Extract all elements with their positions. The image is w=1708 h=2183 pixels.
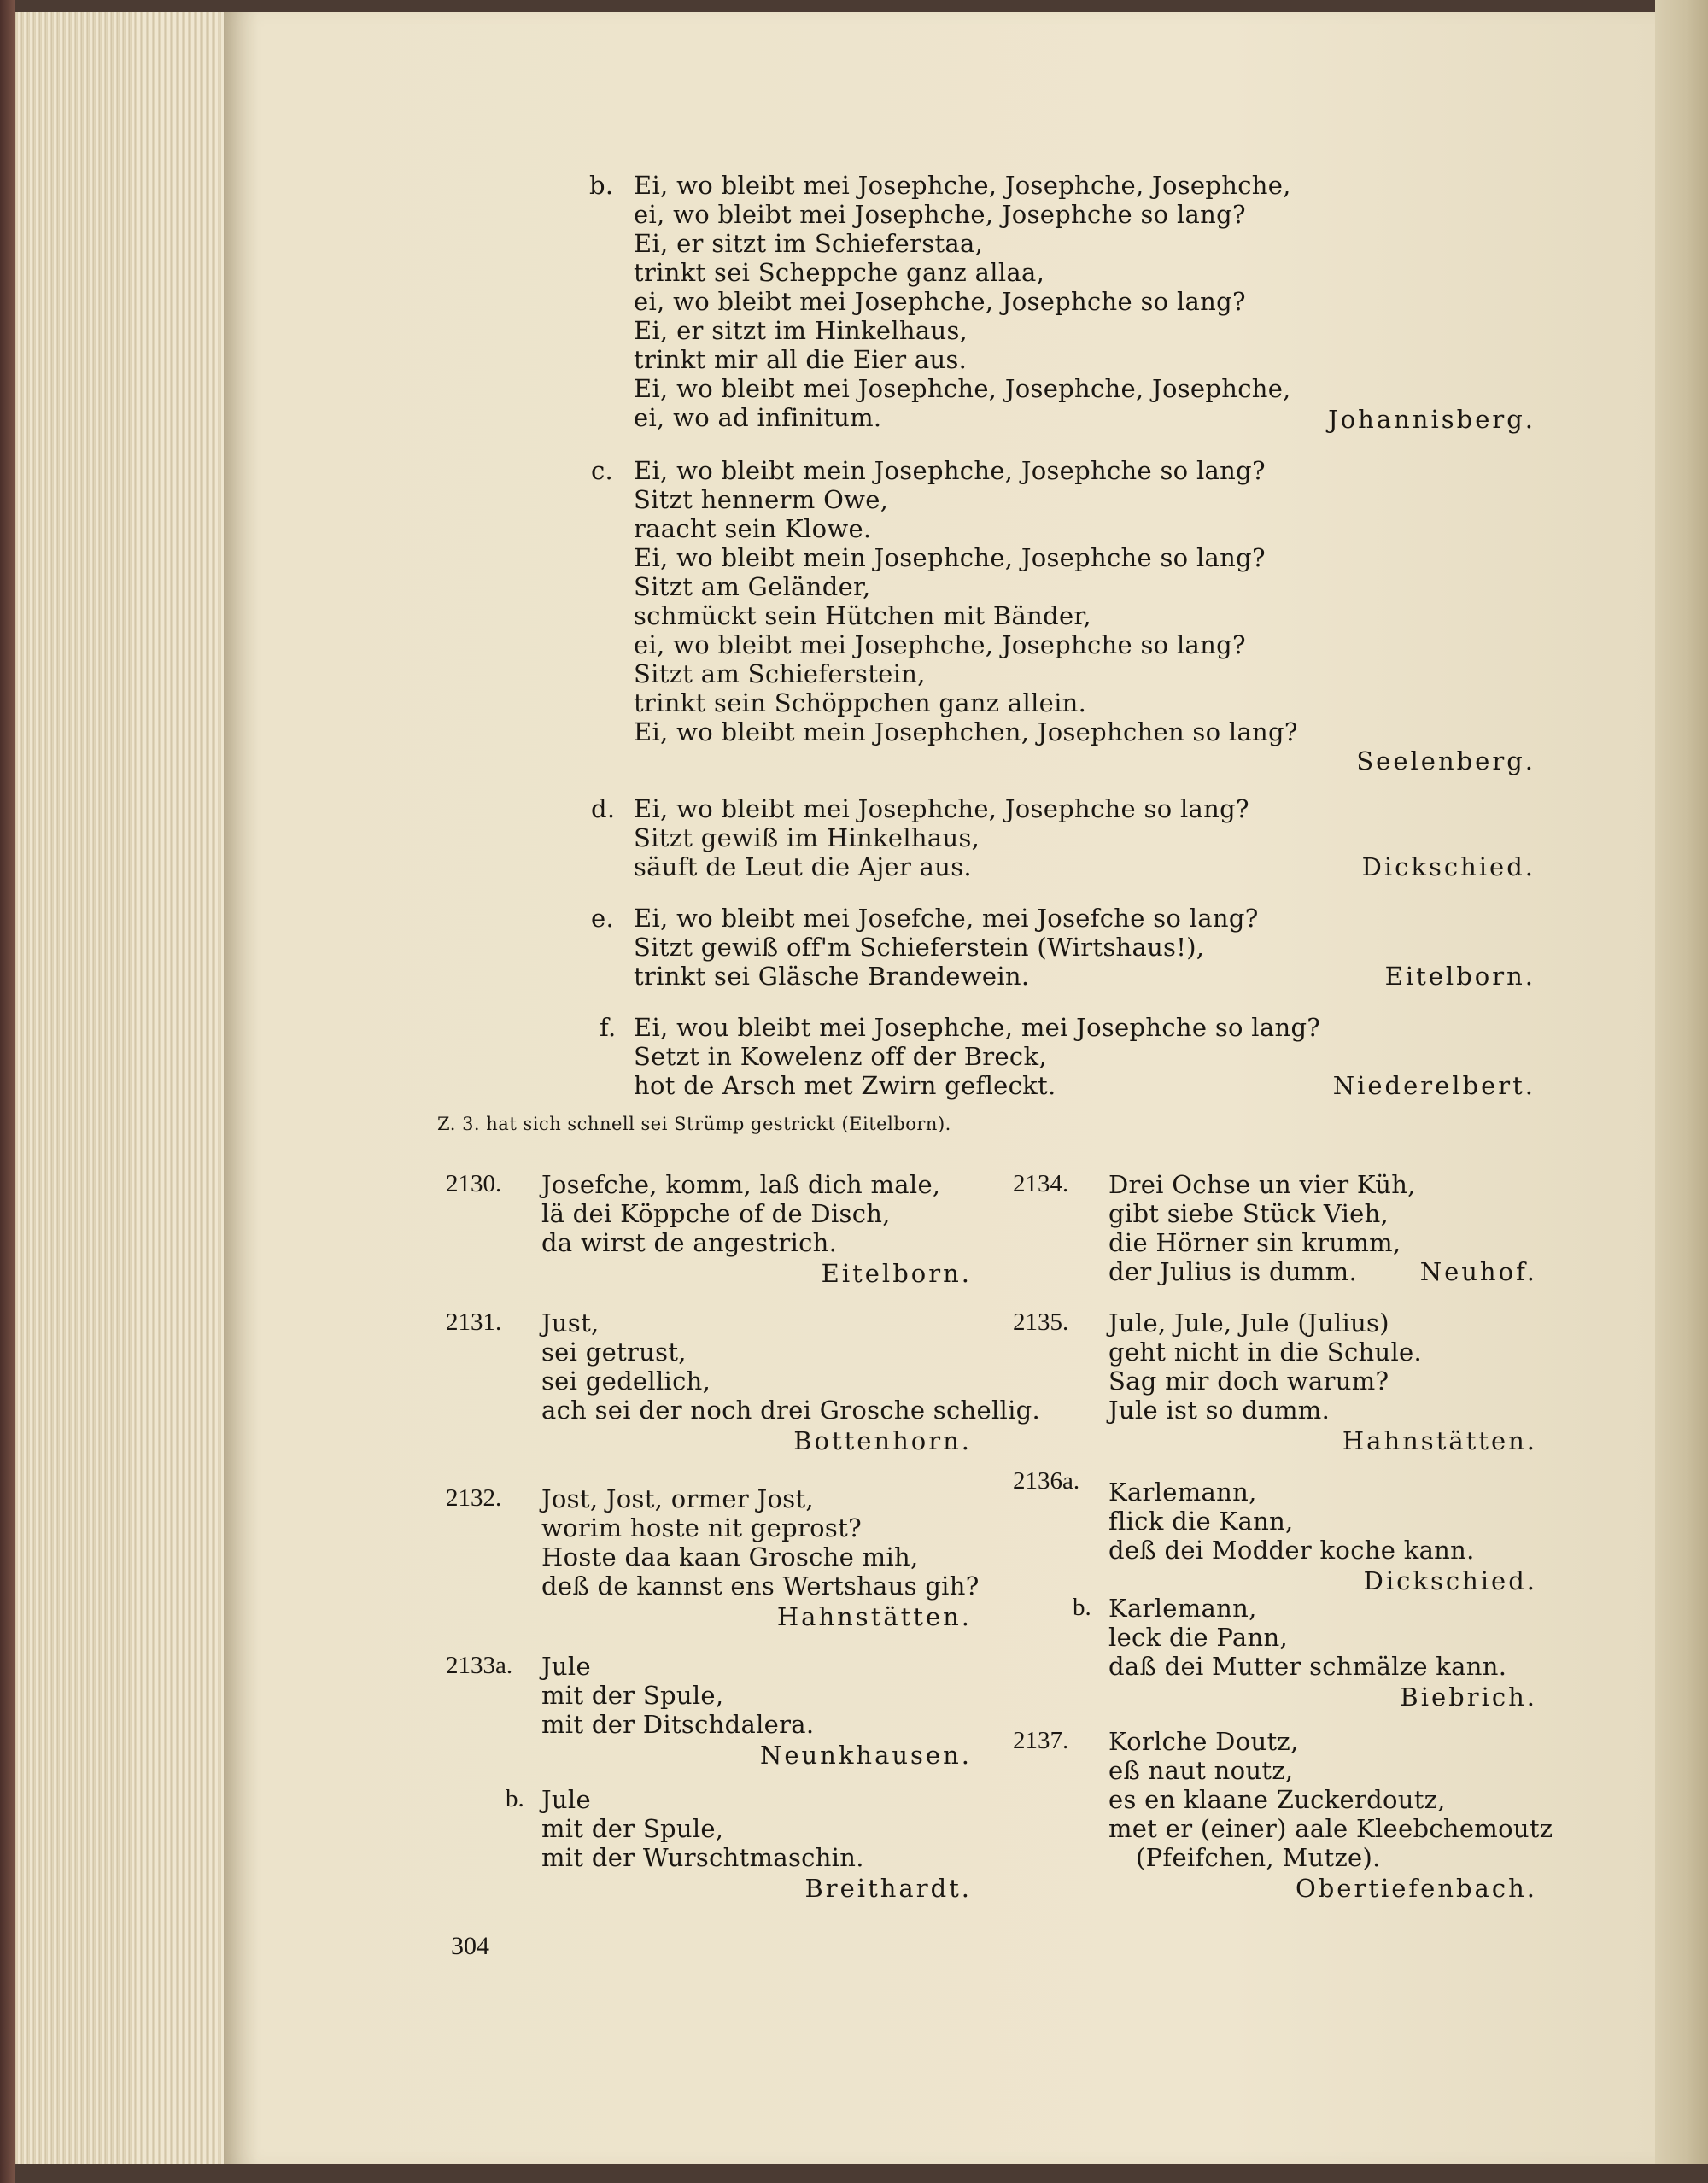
verse-line: Sitzt hennerm Owe, — [634, 485, 889, 514]
verse-line: ei, wo bleibt mei Josephche, Josephche so lang? — [634, 630, 1246, 659]
place-name: Bottenhorn. — [793, 1426, 972, 1455]
verse-line: Hoste daa kaan Grosche mih, — [541, 1542, 919, 1571]
verse-line: trinkt sei Gläsche Brandewein. — [634, 962, 1030, 991]
verse-line: sei getrust, — [541, 1337, 687, 1367]
verse-line: Sitzt gewiß off'm Schieferstein (Wirtshaus!), — [634, 933, 1205, 962]
verse-line: trinkt mir all die Eier aus. — [634, 345, 968, 374]
verse-line: mit der Wurschtmaschin. — [541, 1843, 864, 1872]
verse-line: (Pfeifchen, Mutze). — [1136, 1843, 1381, 1872]
place-name: Dickschied. — [1361, 852, 1535, 881]
place-name: Neunkhausen. — [759, 1741, 972, 1770]
verse-line: deß dei Modder koche kann. — [1108, 1536, 1475, 1565]
verse-line: Ei, wo bleibt mei Josephche, Josephche so lang? — [634, 794, 1249, 823]
verse-line: Ei, er sitzt im Schieferstaa, — [634, 229, 984, 258]
place-name: Eitelborn. — [1384, 962, 1535, 991]
entry-number: 2132. — [446, 1484, 502, 1512]
verse-line: Jule — [541, 1785, 591, 1814]
entry-number: b. — [506, 1785, 524, 1812]
entry-number: b. — [1073, 1594, 1091, 1621]
place-name: Johannisberg. — [1328, 405, 1535, 434]
verse-line: säuft de Leut die Ajer aus. — [634, 852, 972, 881]
verse-line: raacht sein Klowe. — [634, 514, 872, 543]
variant-label: b. — [589, 171, 614, 200]
verse-line: ei, wo bleibt mei Josephche, Josephche so lang? — [634, 287, 1246, 316]
verse-line: deß de kannst ens Wertshaus gih? — [541, 1571, 980, 1601]
verse-line: flick die Kann, — [1108, 1507, 1294, 1536]
variant-label: f. — [600, 1013, 617, 1042]
place-name: Eitelborn. — [821, 1259, 972, 1288]
verse-line: Sitzt am Schieferstein, — [634, 659, 926, 688]
verse-line: Drei Ochse un vier Küh, — [1108, 1170, 1416, 1199]
verse-line: leck die Pann, — [1108, 1623, 1288, 1652]
verse-line: Jost, Jost, ormer Jost, — [541, 1484, 814, 1513]
verse-line: Ei, wou bleibt mei Josephche, mei Josephche so lang? — [634, 1013, 1321, 1042]
page-number: 304 — [451, 1932, 489, 1960]
verse-line: Jule ist so dumm. — [1108, 1396, 1331, 1425]
verse-line: eß naut noutz, — [1108, 1756, 1294, 1785]
top-background — [15, 0, 1708, 12]
verse-line: Jule, Jule, Jule (Julius) — [1108, 1308, 1389, 1337]
book-cover-edge — [0, 0, 15, 2183]
variant-label: c. — [591, 456, 614, 485]
verse-line: hot de Arsch met Zwirn gefleckt. — [634, 1071, 1056, 1100]
entry-number: 2135. — [1013, 1308, 1069, 1336]
verse-line: Setzt in Kowelenz off der Breck, — [634, 1042, 1047, 1071]
place-name: Breithardt. — [804, 1874, 972, 1903]
verse-line: mit der Spule, — [541, 1681, 724, 1710]
verse-line: lä dei Köppche of de Disch, — [541, 1199, 891, 1228]
entry-number: 2137. — [1013, 1727, 1069, 1754]
verse-line: Ei, wo bleibt mein Josephche, Josephche so lang? — [634, 456, 1266, 485]
verse-line: Karlemann, — [1108, 1594, 1257, 1623]
place-name: Niederelbert. — [1332, 1071, 1535, 1100]
verse-line: Sitzt am Geländer, — [634, 572, 871, 601]
place-name: Seelenberg. — [1356, 746, 1535, 775]
verse-line: daß dei Mutter schmälze kann. — [1108, 1652, 1507, 1681]
verse-line: ach sei der noch drei Grosche schellig. — [541, 1396, 1041, 1425]
verse-line: da wirst de angestrich. — [541, 1228, 838, 1257]
verse-line: Ei, wo bleibt mein Josephchen, Josephchen so lang? — [634, 717, 1298, 746]
verse-line: worim hoste nit geprost? — [541, 1513, 862, 1542]
verse-line: Ei, wo bleibt mei Josefche, mei Josefche so lang? — [634, 904, 1259, 933]
verse-line: mit der Spule, — [541, 1814, 724, 1843]
entry-number: 2133a. — [446, 1652, 513, 1679]
verse-line: Sitzt gewiß im Hinkelhaus, — [634, 823, 980, 852]
verse-line: Ei, er sitzt im Hinkelhaus, — [634, 316, 968, 345]
verse-line: geht nicht in die Schule. — [1108, 1337, 1423, 1367]
verse-line: trinkt sein Schöppchen ganz allein. — [634, 688, 1087, 717]
right-page-edge — [1655, 0, 1708, 2183]
verse-line: der Julius is dumm. — [1108, 1257, 1357, 1286]
place-name: Dickschied. — [1363, 1566, 1537, 1595]
verse-line: Ei, wo bleibt mei Josephche, Josephche, Josephche, — [634, 171, 1291, 200]
verse-line: ei, wo bleibt mei Josephche, Josephche so lang? — [634, 200, 1246, 229]
verse-line: Jule — [541, 1652, 591, 1681]
verse-line: Sag mir doch warum? — [1108, 1367, 1389, 1396]
variant-label: e. — [591, 904, 614, 933]
verse-line: Ei, wo bleibt mein Josephche, Josephche so lang? — [634, 543, 1266, 572]
bottom-background — [15, 2164, 1708, 2183]
verse-line: trinkt sei Scheppche ganz allaa, — [634, 258, 1045, 287]
footnote: Z. 3. hat sich schnell sei Strümp gestrickt (Eitelborn). — [437, 1114, 951, 1134]
verse-line: es en klaane Zuckerdoutz, — [1108, 1785, 1446, 1814]
verse-line: sei gedellich, — [541, 1367, 711, 1396]
verse-line: gibt siebe Stück Vieh, — [1108, 1199, 1389, 1228]
verse-line: Karlemann, — [1108, 1478, 1257, 1507]
place-name: Hahnstätten. — [1342, 1426, 1537, 1455]
verse-line: die Hörner sin krumm, — [1108, 1228, 1401, 1257]
place-name: Obertiefenbach. — [1295, 1874, 1537, 1903]
verse-line: Ei, wo bleibt mei Josephche, Josephche, Josephche, — [634, 374, 1291, 403]
verse-line: schmückt sein Hütchen mit Bänder, — [634, 601, 1091, 630]
place-name: Biebrich. — [1400, 1683, 1537, 1712]
verse-line: ei, wo ad infinitum. — [634, 403, 882, 432]
entry-number: 2131. — [446, 1308, 502, 1336]
page-edges — [0, 0, 231, 2183]
entry-number: 2130. — [446, 1170, 502, 1197]
variant-label: d. — [591, 794, 616, 823]
entry-number: 2136a. — [1013, 1467, 1080, 1495]
place-name: Hahnstätten. — [776, 1602, 972, 1631]
verse-line: mit der Ditschdalera. — [541, 1710, 815, 1739]
verse-line: Korlche Doutz, — [1108, 1727, 1299, 1756]
place-name: Neuhof. — [1419, 1257, 1537, 1286]
verse-line: Just, — [541, 1308, 600, 1337]
entry-number: 2134. — [1013, 1170, 1069, 1197]
verse-line: Josefche, komm, laß dich male, — [541, 1170, 941, 1199]
verse-line: met er (einer) aale Kleebchemoutz — [1108, 1814, 1553, 1843]
